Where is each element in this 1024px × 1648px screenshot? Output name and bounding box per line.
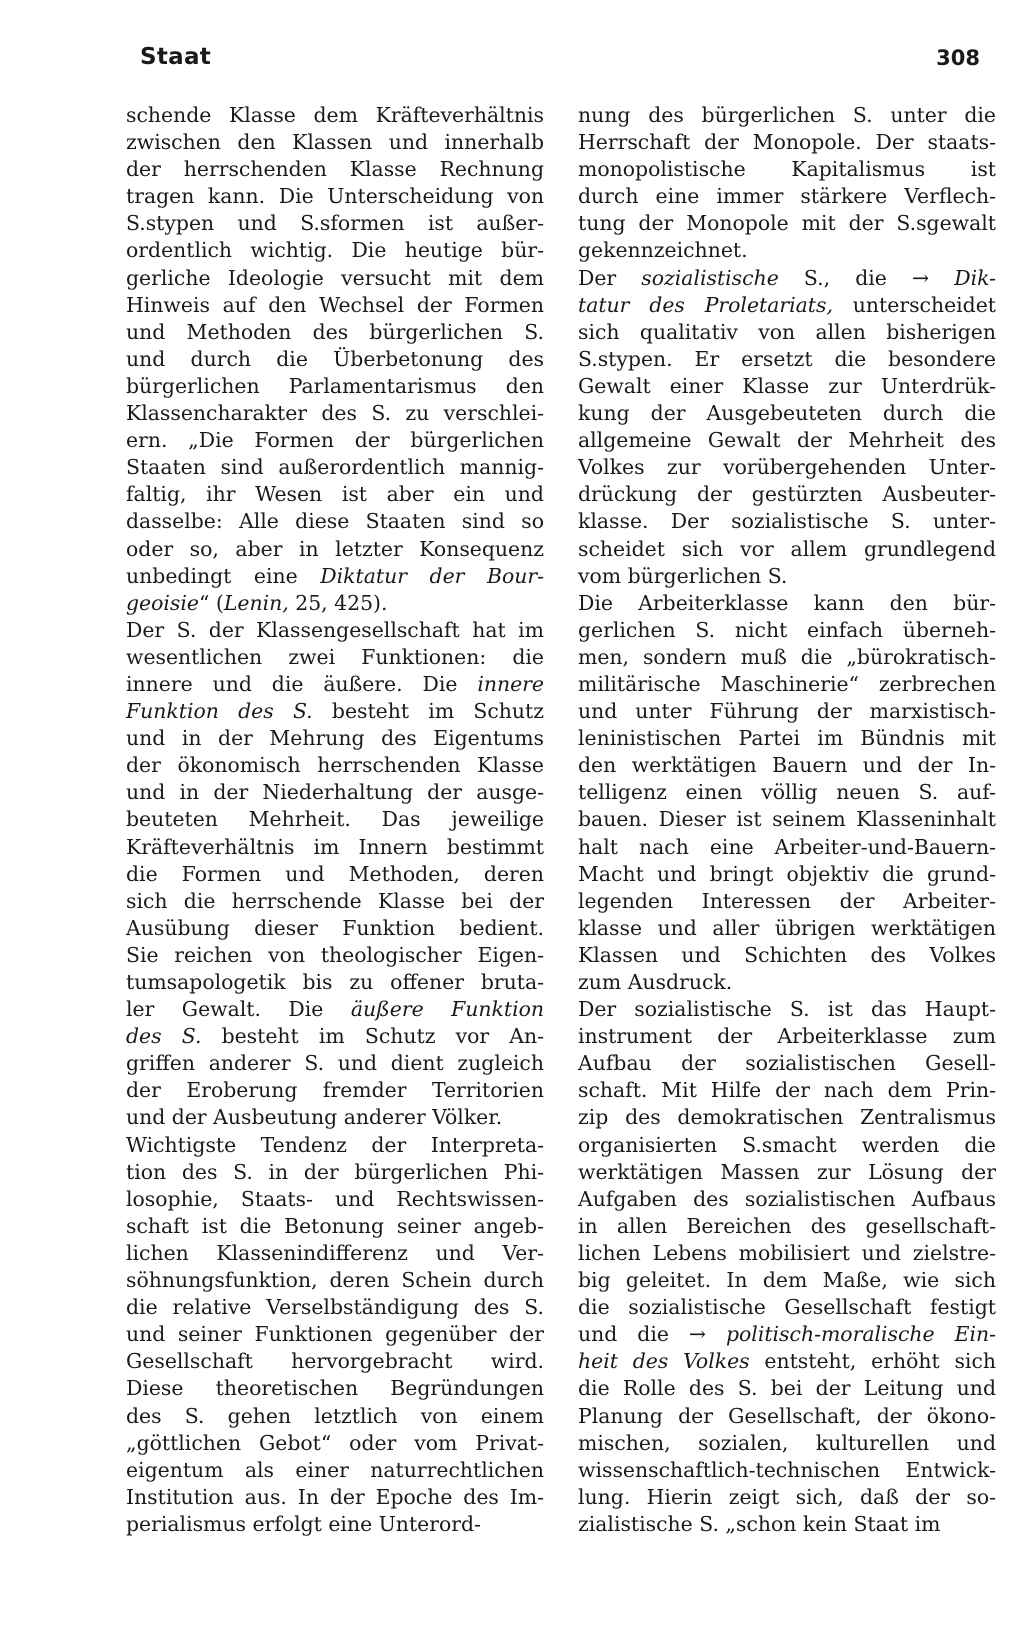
text-run: innere und die äußere. Die [126, 671, 478, 696]
text-run: Aufgaben des sozialistischen Aufbaus [578, 1186, 996, 1211]
text-run: „göttlichen Gebot“ oder vom Privat- [126, 1430, 544, 1455]
text-run: zialistische S. „schon kein Staat im [578, 1511, 941, 1536]
text-run: die sozialistische Gesellschaft festigt [578, 1295, 996, 1320]
text-run: tion des S. in der bürgerlichen Phi- [126, 1159, 544, 1184]
text-line [578, 508, 996, 535]
text-run: perialismus erfolgt eine Unterord- [126, 1511, 481, 1536]
italic-text: tatur des Proletariats, [578, 292, 833, 317]
text-line [126, 617, 544, 644]
text-run: Kräfteverhältnis im Innern bestimmt [126, 834, 544, 859]
text-line [578, 156, 996, 183]
text-run: gekennzeichnet. [578, 238, 748, 263]
text-run: dasselbe: Alle diese Staaten sind so [126, 509, 544, 534]
text-line [578, 427, 996, 454]
text-line [578, 237, 996, 264]
text-run: bürgerlichen Parlamentarismus den [126, 373, 544, 398]
text-line [126, 1430, 544, 1457]
text-run: ler Gewalt. Die [126, 997, 351, 1022]
text-run: nung des bürgerlichen S. unter die [578, 103, 996, 127]
text-line [578, 915, 996, 942]
text-run: Macht und bringt objektiv die grund- [578, 861, 996, 886]
text-line [578, 996, 996, 1023]
text-column-left [126, 102, 544, 1538]
text-run: Der sozialistische S. ist das Haupt- [578, 997, 996, 1022]
text-line [126, 779, 544, 806]
text-line [126, 671, 544, 698]
text-run: Gesellschaft hervorgebracht wird. [126, 1349, 544, 1374]
text-line [578, 1159, 996, 1186]
text-line [126, 1240, 544, 1267]
text-line [126, 834, 544, 861]
text-run: gerliche Ideologie versucht mit dem [126, 265, 544, 290]
text-run: S., die → [778, 265, 955, 290]
text-run: und die → [578, 1322, 726, 1347]
text-run: der ökonomisch herrschenden Klasse [126, 753, 544, 778]
text-line [126, 1186, 544, 1213]
text-run: söhnungsfunktion, deren Schein durch [126, 1268, 544, 1293]
text-run: Sie reichen von theologischer Eigen- [126, 942, 544, 967]
text-run: bauen. Dieser ist seinem Klasseninhalt [578, 807, 996, 832]
text-run: leninistischen Partei im Bündnis mit [578, 726, 996, 751]
text-line [578, 400, 996, 427]
text-run: durch eine immer stärkere Verflech- [578, 184, 996, 209]
text-run: schaft. Mit Hilfe der nach dem Prin- [578, 1078, 996, 1103]
text-line [126, 1077, 544, 1104]
text-run: wesentlichen zwei Funktionen: die [126, 644, 544, 669]
text-line [578, 752, 996, 779]
italic-text: Funktion des S. [126, 699, 313, 724]
text-line [578, 1403, 996, 1430]
text-line [578, 183, 996, 210]
text-line [126, 806, 544, 833]
text-line [126, 1267, 544, 1294]
text-line [126, 346, 544, 373]
text-line [126, 373, 544, 400]
text-run: entsteht, erhöht sich [749, 1349, 997, 1374]
text-run: halt nach eine Arbeiter-und-Bauern- [578, 834, 996, 859]
text-line [578, 1267, 996, 1294]
italic-text: des S. [126, 1024, 202, 1049]
italic-text: sozialistische [641, 265, 779, 290]
text-line [578, 1457, 996, 1484]
text-run: “ ( [198, 590, 224, 615]
text-line [126, 725, 544, 752]
text-line [578, 698, 996, 725]
text-line [578, 725, 996, 752]
text-line [126, 265, 544, 292]
italic-text: äußere Funktion [350, 997, 544, 1022]
text-line [578, 129, 996, 156]
text-run: losophie, Staats- und Rechtswissen- [126, 1186, 544, 1211]
text-run: instrument der Arbeiterklasse zum [578, 1024, 996, 1049]
text-run: Institution aus. In der Epoche des Im- [126, 1484, 544, 1509]
italic-text: innere [477, 671, 544, 696]
text-run: zip des demokratischen Zentralismus [578, 1105, 996, 1130]
text-line [126, 183, 544, 210]
text-run: Hinweis auf den Wechsel der Formen [126, 292, 544, 317]
text-run: zwischen den Klassen und innerhalb [126, 130, 544, 155]
text-line [126, 1375, 544, 1402]
text-run: und der Ausbeutung anderer Völker. [126, 1105, 503, 1130]
text-line [126, 156, 544, 183]
text-line [578, 265, 996, 292]
text-run: sich die herrschende Klasse bei der [126, 888, 544, 913]
text-run: besteht im Schutz vor An- [201, 1024, 544, 1049]
text-run: Der [578, 265, 642, 290]
text-line [578, 861, 996, 888]
text-run: in allen Bereichen des gesellschaft- [578, 1213, 996, 1238]
text-line [126, 1023, 544, 1050]
text-column-right [578, 102, 996, 1538]
text-run: kung der Ausgebeuteten durch die [578, 401, 996, 426]
text-run: und unter Führung der marxistisch- [578, 699, 996, 724]
text-run: werktätigen Massen zur Lösung der [578, 1159, 996, 1184]
text-line [578, 1077, 996, 1104]
text-line [126, 915, 544, 942]
text-line [126, 861, 544, 888]
text-line [126, 1213, 544, 1240]
text-run: Ausübung dieser Funktion bedient. [126, 915, 544, 940]
text-run: faltig, ihr Wesen ist aber ein und [126, 482, 544, 507]
text-line [126, 1050, 544, 1077]
text-run: tumsapologetik bis zu offener bruta- [126, 970, 544, 994]
text-line [578, 1484, 996, 1511]
text-line [126, 292, 544, 319]
text-line [126, 319, 544, 346]
text-line [578, 1213, 996, 1240]
text-run: Klassen und Schichten des Volkes [578, 942, 996, 967]
text-run: Staaten sind außerordentlich mannig- [126, 455, 544, 480]
italic-text: politisch-moralische Ein- [725, 1322, 997, 1347]
text-line [578, 102, 996, 129]
text-line [126, 454, 544, 481]
text-run: griffen anderer S. und dient zugleich [126, 1051, 544, 1076]
text-line [578, 536, 996, 563]
text-run: schaft ist die Betonung seiner angeb- [126, 1213, 544, 1238]
text-line [578, 210, 996, 237]
text-line [126, 1457, 544, 1484]
text-run: S.stypen und S.sformen ist außer- [126, 211, 544, 236]
text-line [578, 888, 996, 915]
text-run: organisierten S.smacht werden die [578, 1132, 996, 1157]
text-run: men, sondern muß die „bürokratisch- [578, 644, 996, 669]
text-line [578, 481, 996, 508]
text-run: lung. Hierin zeigt sich, daß der so- [578, 1484, 996, 1509]
text-run: beuteten Mehrheit. Das jeweilige [126, 807, 544, 832]
text-line [578, 373, 996, 400]
text-run: unterscheidet [832, 292, 996, 317]
text-run: und Methoden des bürgerlichen S. [126, 319, 544, 344]
text-line [126, 210, 544, 237]
text-line [578, 644, 996, 671]
page-number: 308 [936, 46, 980, 70]
text-line [126, 1484, 544, 1511]
text-line [578, 346, 996, 373]
text-line [126, 969, 544, 996]
text-run: besteht im Schutz [312, 699, 544, 724]
text-run: 25, 425). [288, 590, 388, 615]
text-line [578, 563, 996, 590]
text-line [126, 536, 544, 563]
text-run: wissenschaftlich-technischen Entwick- [578, 1457, 996, 1482]
text-line [578, 834, 996, 861]
text-line [126, 1321, 544, 1348]
text-line [126, 508, 544, 535]
text-line [578, 590, 996, 617]
text-line [126, 1511, 544, 1538]
text-run: zum Ausdruck. [578, 970, 733, 994]
text-run: des S. gehen letztlich von einem [126, 1403, 544, 1428]
italic-text: geoisie [126, 590, 199, 615]
text-run: Planung der Gesellschaft, der ökono- [578, 1403, 996, 1428]
text-line [126, 400, 544, 427]
text-run: eigentum als einer naturrechtlichen [126, 1457, 544, 1482]
text-line [126, 1348, 544, 1375]
text-run: und durch die Überbetonung des [126, 346, 544, 371]
text-line [126, 1294, 544, 1321]
text-line [126, 1403, 544, 1430]
text-run: mischen, sozialen, kulturellen und [578, 1430, 996, 1455]
text-run: allgemeine Gewalt der Mehrheit des [578, 428, 996, 453]
text-run: legenden Interessen der Arbeiter- [578, 888, 996, 913]
text-run: unbedingt eine [126, 563, 321, 588]
italic-text: heit des Volkes [578, 1349, 750, 1374]
text-line [126, 888, 544, 915]
text-line [126, 427, 544, 454]
text-line [578, 1104, 996, 1131]
text-line [126, 1132, 544, 1159]
text-run: monopolistische Kapitalismus ist [578, 157, 996, 182]
text-run: lichen Klassenindifferenz und Ver- [126, 1240, 544, 1265]
text-run: vom bürgerlichen S. [578, 563, 788, 588]
text-run: militärische Maschinerie“ zerbrechen [578, 671, 996, 696]
text-run: ern. „Die Formen der bürgerlichen [126, 428, 544, 453]
text-line [578, 319, 996, 346]
text-line [126, 752, 544, 779]
text-run: Volkes zur vorübergehenden Unter- [578, 455, 996, 480]
text-line [578, 1240, 996, 1267]
text-run: Klassencharakter des S. zu verschlei- [126, 401, 544, 426]
text-line [126, 996, 544, 1023]
italic-text: Diktatur der Bour- [320, 563, 545, 588]
text-line [126, 1104, 544, 1131]
text-run: und in der Mehrung des Eigentums [126, 726, 544, 751]
text-line [578, 1050, 996, 1077]
text-run: telligenz einen völlig neuen S. auf- [578, 780, 996, 805]
text-run: klasse. Der sozialistische S. unter- [578, 509, 996, 534]
text-line [126, 590, 544, 617]
text-line [578, 1430, 996, 1457]
text-line [578, 1294, 996, 1321]
text-line [126, 942, 544, 969]
text-run: S.stypen. Er ersetzt die besondere [578, 346, 996, 371]
text-line [578, 1132, 996, 1159]
text-line [578, 454, 996, 481]
text-line [578, 1186, 996, 1213]
text-line [126, 481, 544, 508]
text-line [126, 698, 544, 725]
text-run: tragen kann. Die Unterscheidung von [126, 184, 544, 209]
text-line [126, 237, 544, 264]
text-line [126, 102, 544, 129]
text-run: Der S. der Klassengesellschaft hat im [126, 617, 544, 642]
text-line [578, 1023, 996, 1050]
text-run: klasse und aller übrigen werktätigen [578, 915, 996, 940]
italic-text: Dik- [954, 265, 996, 290]
text-run: oder so, aber in letzter Konsequenz [126, 536, 544, 561]
text-line [578, 969, 996, 996]
text-line [578, 1321, 996, 1348]
text-line [578, 617, 996, 644]
running-head-title: Staat [140, 44, 212, 70]
text-line [578, 292, 996, 319]
text-run: Gewalt einer Klasse zur Unterdrük- [578, 373, 996, 398]
text-run: der herrschenden Klasse Rechnung [126, 157, 544, 182]
text-line [578, 806, 996, 833]
text-run: ordentlich wichtig. Die heutige bür- [126, 238, 544, 263]
text-run: Aufbau der sozialistischen Gesell- [578, 1051, 996, 1076]
text-run: und seiner Funktionen gegenüber der [126, 1322, 544, 1347]
text-run: die Rolle des S. bei der Leitung und [578, 1376, 996, 1401]
text-line [578, 1375, 996, 1402]
text-run: Wichtigste Tendenz der Interpreta- [126, 1132, 544, 1157]
text-run: scheidet sich vor allem grundlegend [578, 536, 996, 561]
text-run: die Formen und Methoden, deren [126, 861, 544, 886]
text-line [578, 1348, 996, 1375]
italic-text: Lenin, [223, 590, 289, 615]
text-run: tung der Monopole mit der S.sgewalt [578, 211, 996, 236]
text-run: gerlichen S. nicht einfach überneh- [578, 617, 996, 642]
text-line [578, 671, 996, 698]
text-run: lichen Lebens mobilisiert und zielstre- [578, 1240, 996, 1265]
text-run: big geleitet. In dem Maße, wie sich [578, 1268, 996, 1293]
text-run: die relative Verselbständigung des S. [126, 1295, 544, 1320]
text-line [578, 779, 996, 806]
text-line [126, 644, 544, 671]
text-run: der Eroberung fremder Territorien [126, 1078, 544, 1103]
text-line [126, 129, 544, 156]
text-run: drückung der gestürzten Ausbeuter- [578, 482, 996, 507]
text-run: Herrschaft der Monopole. Der staats- [578, 130, 996, 155]
text-run: den werktätigen Bauern und der In- [578, 753, 996, 778]
text-line [126, 1159, 544, 1186]
text-line [578, 1511, 996, 1538]
text-line [578, 942, 996, 969]
text-run: Diese theoretischen Begründungen [126, 1376, 544, 1401]
text-run: und in der Niederhaltung der ausge- [126, 780, 544, 805]
text-run: sich qualitativ von allen bisherigen [578, 319, 996, 344]
text-run: Die Arbeiterklasse kann den bür- [578, 590, 996, 615]
text-run: schende Klasse dem Kräfteverhältnis [126, 103, 544, 127]
text-line [126, 563, 544, 590]
